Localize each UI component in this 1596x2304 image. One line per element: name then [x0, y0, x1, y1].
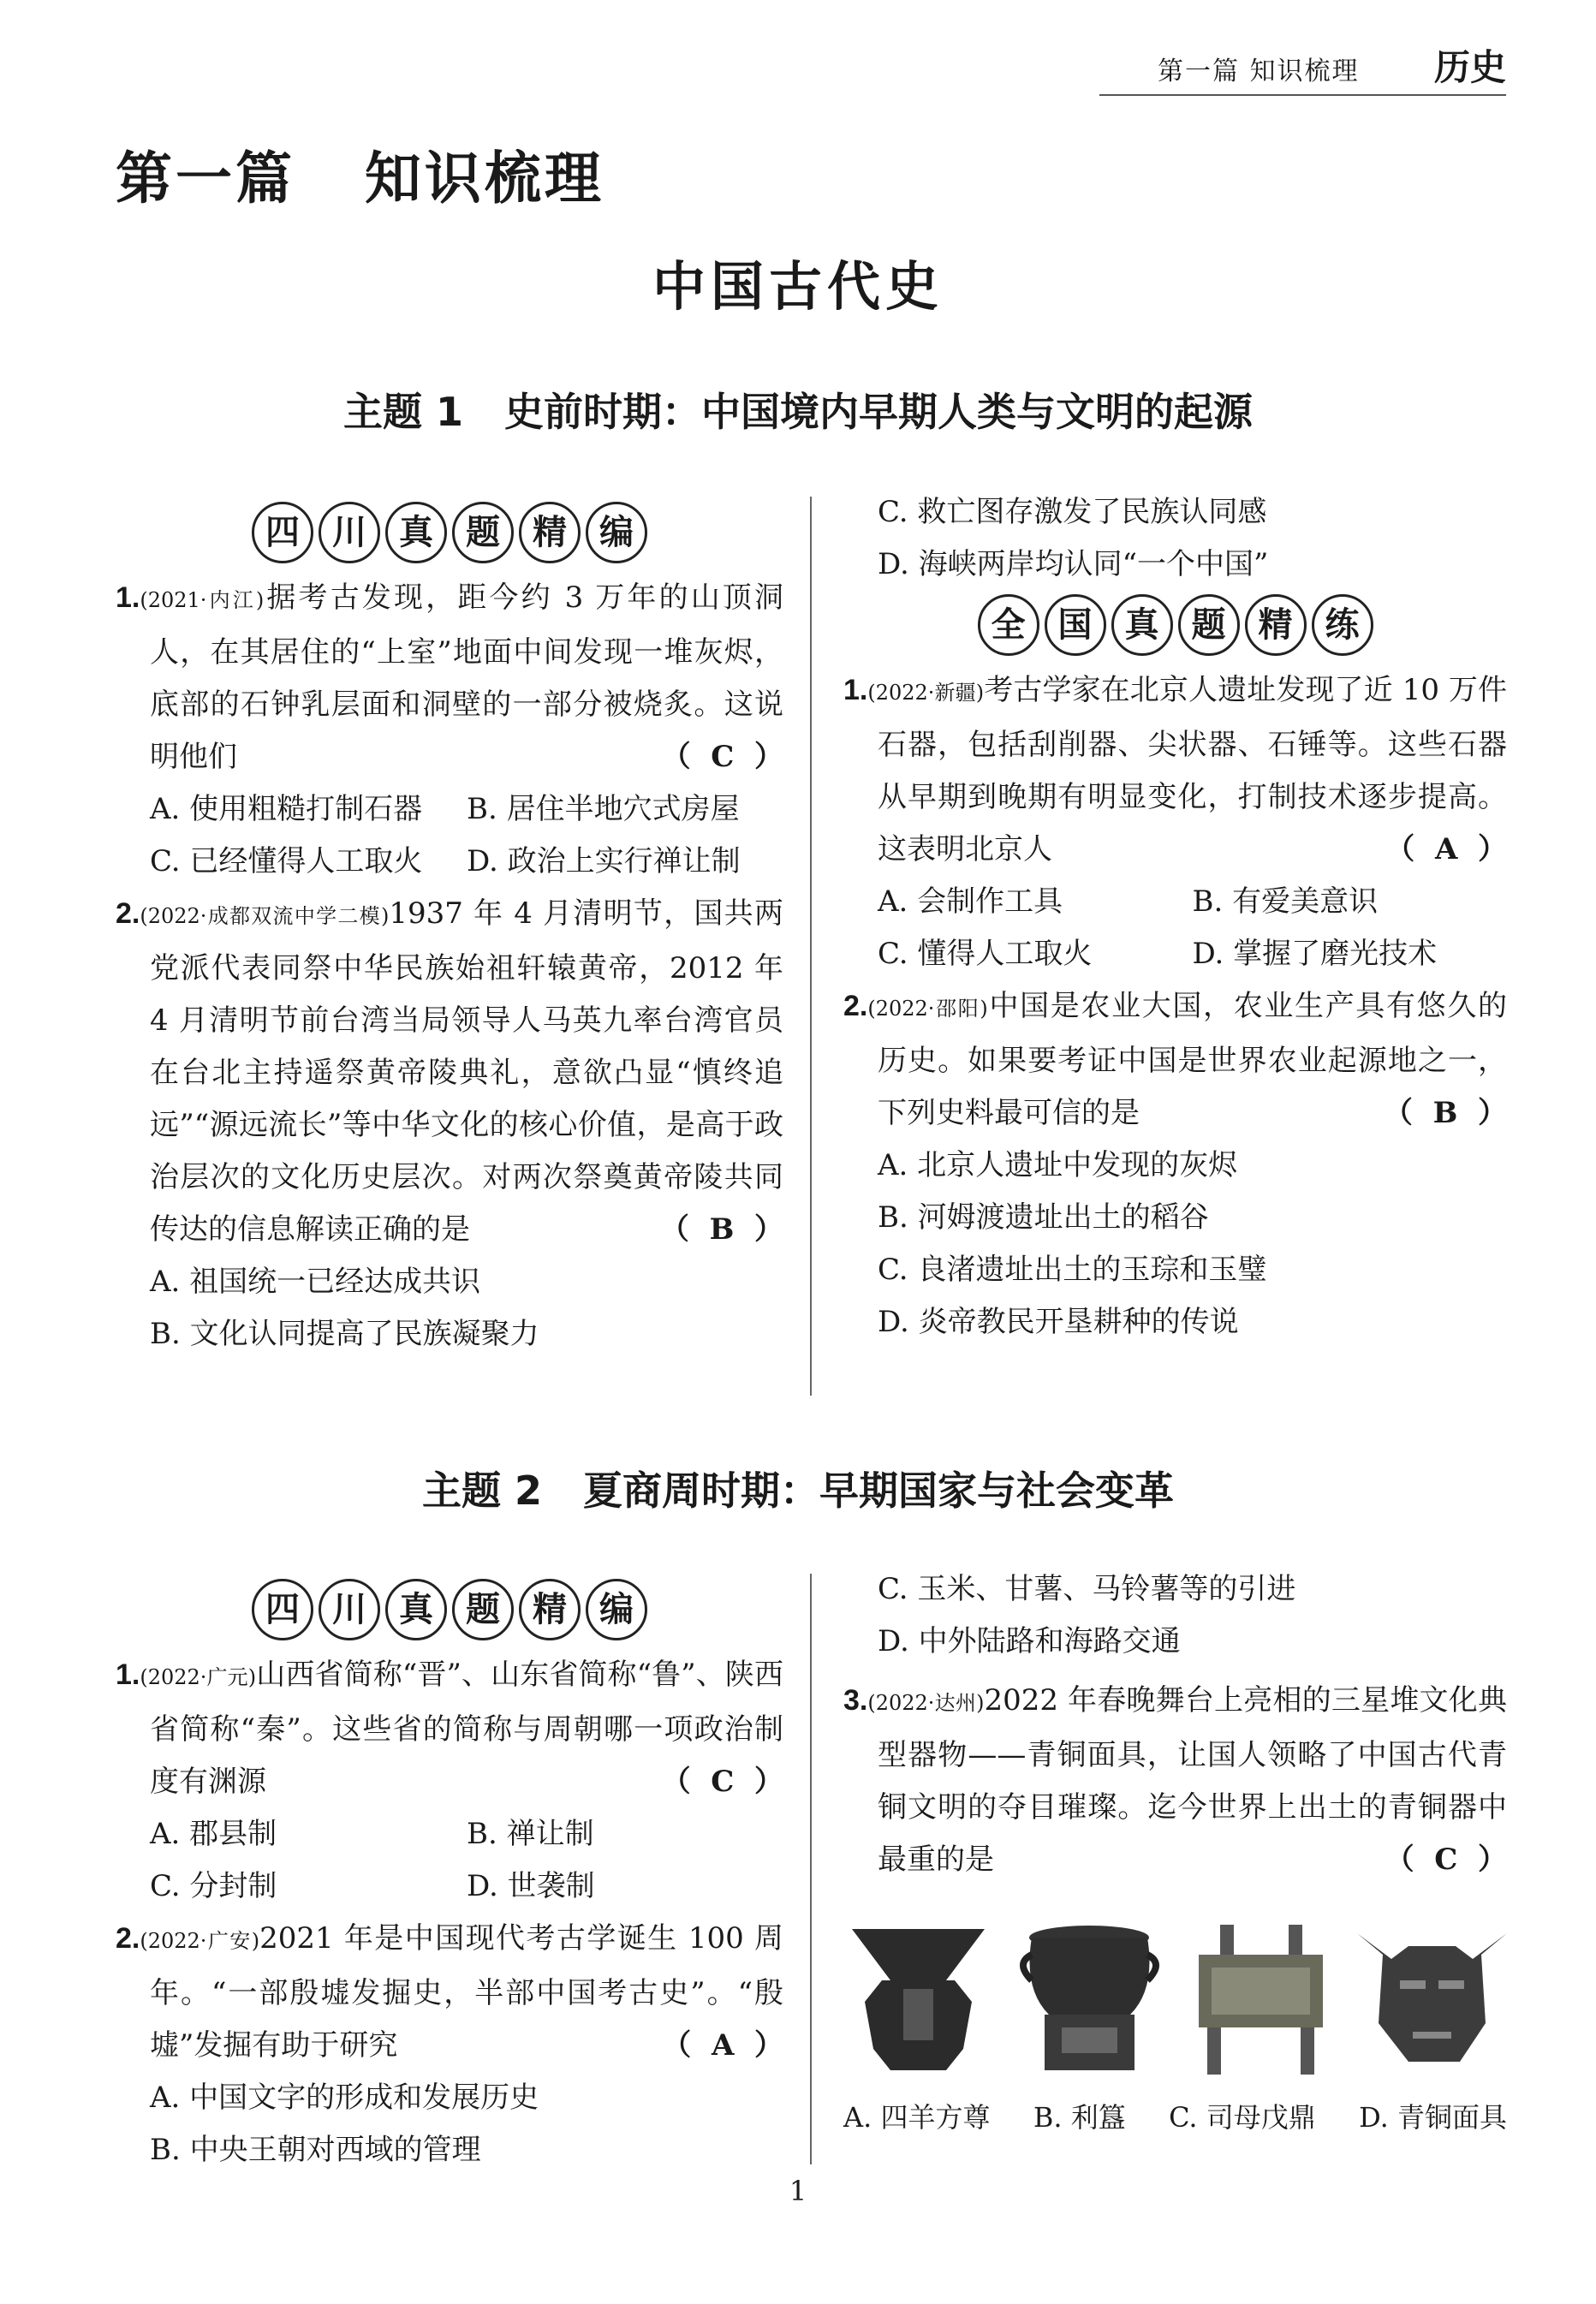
part-title: 第一篇 知识梳理: [116, 146, 604, 211]
option: D. 炎帝教民开垦耕种的传说: [878, 1305, 1239, 1339]
option: C. 已经懂得人工取火: [150, 844, 423, 878]
answer: （ B ）: [1383, 1096, 1507, 1130]
question-1: 1.(2021·内江)据考古发现，距今约 3 万年的山顶洞人，在其居住的“上室”地面中间发现一堆灰烬，底部的石钟乳层面和洞壁的一部分被烧炙。这说明他们 （ C ）: [116, 572, 783, 783]
topic1-left-column: [116, 498, 783, 1360]
option: C. 良渚遗址出土的玉琮和玉璧: [878, 1253, 1267, 1287]
question-3: 3.(2022·达州)2022 年春晚舞台上亮相的三星堆文化典型器物——青铜面具，让国人领略了中国古代青铜文明的夺目璀璨。迄今世界上出土的青铜器中最重的是 （ C ）: [843, 1675, 1507, 1886]
option: B. 居住半地穴式房屋: [467, 792, 740, 826]
caption: C. 司母戊鼎: [1169, 2101, 1316, 2134]
option: A. 会制作工具: [878, 884, 1063, 919]
image-captions: [843, 2092, 1507, 2144]
option: C. 懂得人工取火: [878, 937, 1093, 971]
option: D. 政治上实行禅让制: [467, 844, 741, 878]
answer: （ A ）: [1385, 832, 1507, 866]
question-2: 2.(2022·广安)2021 年是中国现代考古学诞生 100 周年。“一部殷墟发掘史，半部中国考古史”。“殷墟”发掘有助于研究 （ A ）: [116, 1913, 783, 2072]
option: A. 北京人遗址中发现的灰烬: [878, 1148, 1238, 1182]
li-gui-image: [1015, 1920, 1164, 2075]
answer: （ C ）: [1385, 1843, 1507, 1877]
header-section: 第一篇 知识梳理: [1158, 57, 1360, 86]
caption: A. 四羊方尊: [843, 2101, 991, 2134]
column-divider: [810, 1574, 812, 2164]
question-1: 1.(2022·广元)山西省简称“晋”、山东省简称“鲁”、陕西省简称“秦”。这些省的简称与周朝哪一项政治制度有渊源 （ C ）: [116, 1649, 783, 1808]
option: D. 海峡两岸均认同“一个中国”: [878, 547, 1269, 581]
option: D. 掌握了磨光技术: [1192, 937, 1438, 971]
national-question-2: 2.(2022·邵阳)中国是农业大国，农业生产具有悠久的历史。如果要考证中国是世界农业起源地之一，下列史料最可信的是 （ B ）: [843, 980, 1507, 1140]
national-question-1: 1.(2022·新疆)考古学家在北京人遗址发现了近 10 万件石器，包括刮削器、尖状器、石锤等。这些石器从早期到晚期有明显变化，打制技术逐步提高。这表明北京人 （ A ）: [843, 664, 1507, 876]
option: A. 中国文字的形成和发展历史: [150, 2081, 539, 2115]
simuwu-ding-image: [1186, 1920, 1336, 2075]
question-2: 2.(2022·成都双流中学二模)1937 年 4 月清明节，国共两党派代表同祭中华民族始祖轩辕黄帝，2012 年 4 月清明节前台湾当局领导人马英九率台湾官员在台北主持遥祭黄帝陵典礼，意欲凸显“慎终追远”“源远流长”等中华文化的核心价值，是高于政治层次的文化历史层次。对两次祭奠黄帝陵共同传达的信息解读正确的是 （ B ）: [116, 888, 783, 1256]
answer: （ C ）: [661, 740, 783, 774]
answer: （ C ）: [661, 1765, 783, 1799]
option: B. 河姆渡遗址出土的稻谷: [878, 1200, 1209, 1235]
option: B. 文化认同提高了民族凝聚力: [150, 1317, 539, 1351]
header-subject: 历史: [1433, 46, 1506, 88]
caption: D. 青铜面具: [1359, 2101, 1507, 2134]
option: D. 世袭制: [467, 1869, 595, 1903]
option: A. 祖国统一已经达成共识: [150, 1265, 481, 1299]
option: B. 禅让制: [467, 1817, 594, 1851]
era-title: 中国古代史: [652, 255, 944, 318]
running-header: [1099, 34, 1506, 96]
four-ram-square-zun-image: [843, 1920, 993, 2075]
topic2-title: 主题 2 夏商周时期：早期国家与社会变革: [421, 1468, 1175, 1514]
option: D. 中外陆路和海路交通: [878, 1624, 1181, 1658]
option: B. 有爱美意识: [1192, 884, 1379, 919]
option: C. 救亡图存激发了民族认同感: [878, 495, 1267, 529]
option: C. 玉米、甘薯、马铃薯等的引进: [878, 1572, 1296, 1606]
option: A. 使用粗糙打制石器: [150, 792, 423, 826]
column-divider: [810, 497, 812, 1396]
national-heading: 全 国 真 题 精 练: [843, 591, 1507, 659]
sichuan-heading: 四 川 真 题 精 编: [116, 1575, 783, 1644]
topic2-right-column: [843, 1563, 1507, 2144]
topic1-right-column: [843, 486, 1507, 1348]
page-number: 1: [789, 2175, 807, 2207]
option: A. 郡县制: [150, 1817, 277, 1851]
topic1-title: 主题 1 史前时期：中国境内早期人类与文明的起源: [342, 389, 1254, 435]
option: B. 中央王朝对西域的管理: [150, 2133, 481, 2167]
bronze-mask-image: [1357, 1920, 1507, 2075]
option: C. 分封制: [150, 1869, 277, 1903]
answer: （ B ）: [659, 1212, 783, 1247]
answer: （ A ）: [662, 2028, 783, 2063]
caption: B. 利簋: [1033, 2101, 1126, 2134]
topic2-left-column: [116, 1575, 783, 2176]
sichuan-heading: 四 川 真 题 精 编: [116, 498, 783, 567]
bronze-images: [843, 1920, 1507, 2075]
